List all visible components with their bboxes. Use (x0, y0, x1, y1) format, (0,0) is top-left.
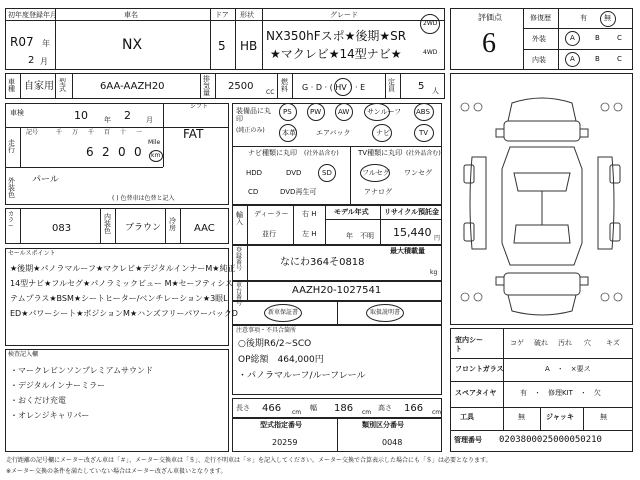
jack: 無 (600, 413, 607, 421)
seat-1: 破れ (534, 339, 548, 347)
inspection-year-unit: 年 (104, 116, 111, 124)
grade-label: グレード (330, 11, 358, 19)
type-num: 20259 (272, 438, 298, 447)
inspector-line-2: ・おくだけ充電 (10, 396, 66, 405)
class-num: 0048 (382, 438, 403, 447)
equip-ps: PS (283, 108, 292, 116)
height-cm: cm (432, 409, 442, 416)
ac-value: AAC (194, 223, 215, 234)
front-glass: A ・ ×要ス (545, 365, 591, 373)
persons: 人 (432, 87, 439, 95)
seat-4: キズ (606, 339, 620, 347)
tv-oneseg: ワンセグ (404, 169, 432, 177)
manual-instructions: 取扱説明書 (370, 309, 401, 316)
inspection-month: 2 (124, 109, 131, 122)
seat-2: 汚れ (558, 339, 572, 347)
navi-dvd: DVD (286, 169, 302, 177)
reg-type: 自家用 (24, 81, 54, 92)
inspection-box (5, 103, 229, 205)
navi-sd: SD (322, 169, 332, 177)
ext-c: C (617, 34, 622, 42)
fuel: G · D · ( HV ) · E (302, 83, 366, 92)
first-reg-label: 初年度登録年月 (8, 11, 57, 19)
tv-fullseg: フルセグ (362, 169, 390, 177)
chassis-label: 車台番号 (236, 282, 243, 307)
repair-yes: 有 (580, 14, 587, 22)
equip-pw: PW (310, 108, 322, 116)
rating-label: 評価点 (478, 13, 502, 22)
seat-0: コゲ (510, 339, 524, 347)
inspector-line-3: ・オレンジキャリパー (10, 411, 90, 420)
inspection-month-unit: 月 (146, 116, 153, 124)
color-code-label: カラー (8, 211, 15, 230)
grade-line2: ★マクレビ★14型ナビ★ (270, 47, 402, 61)
mileage-col-5: 一 (136, 129, 143, 136)
capacity: 5 (418, 81, 425, 92)
month-unit: 月 (40, 57, 48, 66)
width-cm: cm (362, 409, 372, 416)
equip-aw: AW (338, 108, 350, 116)
seat-3: 穴 (584, 339, 591, 347)
car-name: NX (122, 37, 143, 53)
tv-label: TV種類に丸印 (358, 149, 403, 157)
interior-seat-label: 室内シート (455, 336, 483, 354)
import-left: 左 H (302, 230, 317, 238)
chassis-value: AAZH20-1027541 (292, 285, 382, 296)
mileage-unit: km (151, 152, 161, 159)
mileage-label: 走行 (8, 139, 15, 154)
sales-line-0: ★後期★パノラマルーフ★マクレビ★デジタルインナーM★純正 (10, 264, 236, 273)
inspector-line-1: ・デジタルインナーミラー (10, 381, 106, 390)
interior-color: ブラウン (125, 223, 162, 233)
model-year-label: モデル年式 (334, 208, 369, 216)
displacement: 2500 (228, 81, 254, 92)
import-other: 並行 (262, 230, 276, 238)
equip-sunroof: サンルーフ (367, 108, 402, 116)
mileage-col-2: 千 (88, 129, 95, 136)
tools-label: 工具 (460, 413, 474, 421)
interior-color-label: 内装色 (104, 213, 111, 235)
navi-cd: CD (248, 188, 259, 196)
model: 6AA-AAZH20 (100, 81, 165, 92)
rating-score: 6 (482, 28, 496, 59)
length-label: 長さ (236, 404, 250, 412)
tools: 無 (518, 413, 525, 421)
notes-line-2: ・パノラマルーフ/ルーフレール (238, 371, 366, 381)
load-label: 最大積載量 (390, 247, 425, 255)
condition-label: 修復歴 (530, 14, 551, 22)
equip-abs: ABS (416, 108, 430, 116)
mileage-digit-3: 0 (134, 145, 142, 159)
mileage-digit-0: 6 (86, 145, 94, 159)
mileage-col-0: 千 (56, 129, 63, 136)
interior-label: 内装 (532, 56, 546, 64)
color-note: ( ) 色替車は色替と記入 (112, 195, 175, 202)
mgmt-label: 管理番号 (454, 436, 482, 444)
equip-leather: 本革 (282, 129, 296, 137)
drive-4wd: 4WD (423, 49, 438, 56)
recycle-label: リサイクル預託金 (384, 208, 440, 216)
inspector-label: 検査記入欄 (8, 351, 39, 358)
shape-value: HB (240, 39, 258, 53)
footer-line1: 走行距離の記号欄にメーター改ざん車は「＃」、メーター交換車は「＄」、走行不明車は「＊」を記入してください。メーター交換で合算表示した場合にも「＄」は必要となります。 (6, 457, 492, 464)
recycle-yen: 円 (434, 235, 441, 242)
first-reg-year: R07 (10, 35, 34, 49)
equip-tv: TV (419, 129, 429, 137)
height: 166 (404, 403, 424, 414)
model-year: 年 不明 (346, 232, 374, 240)
notes-label: 注意事項・不具合箇所 (236, 327, 297, 334)
color-label: 外装色 (8, 177, 15, 199)
import-right: 右 H (302, 210, 317, 218)
notes-line-0: ○後期R6/2~SCO (238, 339, 312, 349)
ac-label: 冷房 (169, 217, 176, 232)
reg-type-label: 車種 (8, 78, 15, 93)
navi-label: ナビ種類に丸印 (248, 149, 297, 157)
model-label: 型式 (59, 78, 66, 93)
sales-line-2: テムプラス★BSM★シートヒーター/ベンチレーション★3眼L (10, 294, 228, 303)
import-label: 輸入 (236, 211, 243, 226)
repair-no: 無 (604, 14, 611, 22)
cc: CC (266, 89, 275, 96)
registration-label: 登録番号 (236, 247, 243, 272)
spare-label: スペアタイヤ (455, 389, 497, 397)
mileage-col-1: 万 (72, 129, 79, 136)
car-diagram (450, 73, 633, 325)
mileage-unit-alt: Mile (148, 139, 161, 146)
height-label: 高さ (378, 404, 392, 412)
inspector-line-0: ・マークレビンソンプレミアムサウンド (10, 366, 153, 375)
width: 186 (334, 403, 354, 414)
mileage-unit-head: 記号 (26, 129, 39, 136)
footer-line2: ※メーター交換の条件を満たしていない場合はメーター改ざん車扱いとなります。 (6, 468, 227, 475)
car-name-label: 車名 (124, 11, 138, 19)
equip-airbag: エアバック (316, 129, 351, 137)
grade-line1: NX350hFスポ★後期★SR (266, 29, 407, 43)
length: 466 (262, 403, 282, 414)
year-unit: 年 (42, 39, 50, 48)
notes-line-1: OP総額 464,000円 (238, 355, 324, 365)
class-num-label: 類別区分番号 (362, 421, 404, 429)
ext-b: B (595, 34, 600, 42)
equipment-sub: (純正のみ) (236, 127, 265, 134)
length-cm: cm (292, 409, 302, 416)
equip-navi: ナビ (376, 129, 390, 137)
shift-label: シフト (190, 103, 209, 110)
registration-plate: なにわ364そ0818 (280, 257, 365, 268)
mgmt-number: 0203800025000050210 (499, 435, 602, 445)
row2 (5, 73, 445, 99)
navi-dvd-play: DVD再生可 (280, 188, 317, 196)
jack-label: ジャッキ (546, 413, 574, 421)
exterior-label: 外装 (532, 35, 546, 43)
doors-value: 5 (218, 39, 226, 53)
color-value: パール (32, 175, 59, 185)
equipment-label: 装備品に丸印 (236, 107, 271, 124)
type-num-label: 型式指定番号 (260, 421, 302, 429)
navi-sub: (社外品含む) (304, 150, 339, 157)
manual-warranty: 新車保証書 (268, 309, 299, 316)
drive-2wd: 2WD (423, 20, 438, 27)
int-b: B (595, 55, 600, 63)
sales-line-3: ED★パワーシート★ボジションM★ハンズフリーパワーバックD (10, 309, 238, 318)
load-kg: kg (430, 269, 438, 276)
displacement-label: 排気量 (203, 75, 210, 97)
sales-line-1: 14型ナビ★フルセグ★パノラミックビュー M★セーフティシス (10, 279, 234, 288)
sales-points-label: セールスポイント (8, 250, 56, 257)
first-reg-month: 2 (28, 55, 35, 66)
tv-analog: アナログ (364, 188, 392, 196)
mileage-digit-2: 0 (118, 145, 126, 159)
capacity-label: 定員 (388, 78, 395, 93)
fuel-label: 燃料 (281, 78, 288, 93)
int-a: A (570, 55, 575, 63)
mileage-col-3: 百 (104, 129, 111, 136)
tv-sub: (社外品含む) (406, 150, 441, 157)
shape-label: 形状 (240, 11, 254, 19)
width-label: 幅 (310, 404, 317, 412)
ext-a: A (570, 34, 575, 42)
fuel-hv-circle (334, 78, 352, 96)
shift: FAT (183, 127, 204, 141)
spare: 有 ・ 修理KIT ・ 欠 (520, 389, 601, 397)
inspection-label: 車検 (10, 109, 24, 117)
recycle: 15,440 (393, 226, 432, 239)
mileage-col-4: 十 (120, 129, 127, 136)
inspection-year: 10 (74, 109, 88, 122)
front-glass-label: フロントガラス (455, 365, 504, 373)
doors-label: ドア (215, 11, 229, 19)
import-dealer: ディーラー (254, 210, 289, 218)
navi-hdd: HDD (246, 169, 263, 177)
int-c: C (617, 55, 622, 63)
mileage-digit-1: 2 (102, 145, 110, 159)
color-code: 083 (52, 223, 72, 234)
